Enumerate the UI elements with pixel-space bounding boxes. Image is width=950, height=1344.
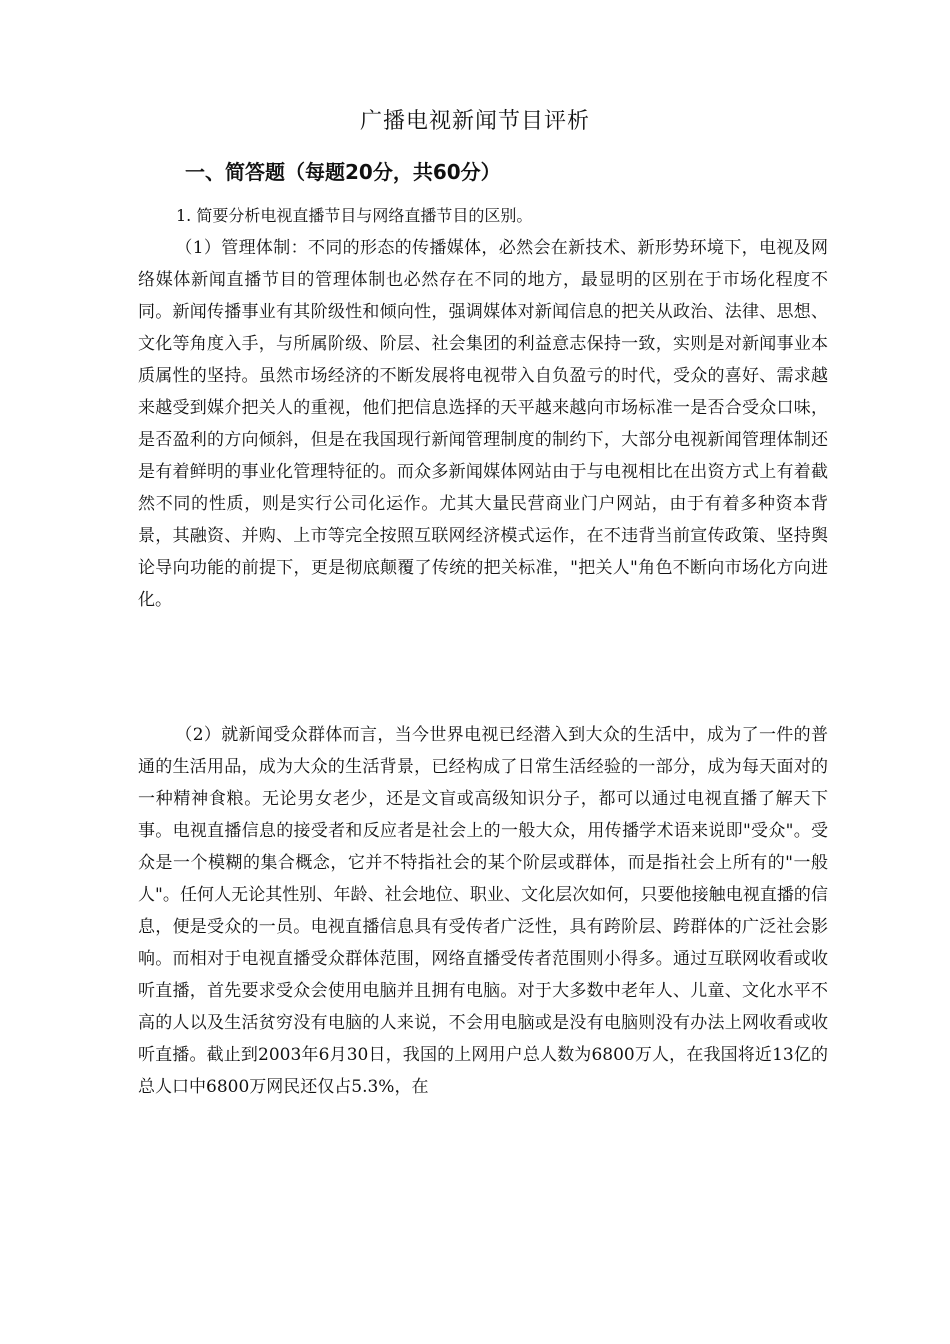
section-heading: 一、简答题（每题20分，共60分） — [185, 160, 501, 184]
paragraph-audience-group: （2）就新闻受众群体而言，当今世界电视已经潜入到大众的生活中，成为了一件的普通的生活用品，成为大众的生活背景，已经构成了日常生活经验的一部分，成为每天面对的一种精神食粮。无论男女老少，还是文盲或高级知识分子，都可以通过电视直播了解天下事。电视直播信息的接受者和反应者是社会上的一般大众，用传播学术语来说即"受众"。受众是一个模糊的集合概念，它并不特指社会的某个阶层或群体，而是指社会上所有的"一般人"。任何人无论其性别、年龄、社会地位、职业、文化层次如何，只要他接触电视直播的信息，便是受众的一员。电视直播信息具有受传者广泛性，具有跨阶层、跨群体的广泛社会影响。而相对于电视直播受众群体范围，网络直播受传者范围则小得多。通过互联网收看或收听直播，首先要求受众会使用电脑并且拥有电脑。对于大多数中老年人、儿童、文化水平不高的人以及生活贫穷没有电脑的人来说，不会用电脑或是没有电脑则没有办法上网收看或收听直播。截止到2003年6月30日，我国的上网用户总人数为6800万人，在我国将近13亿的总人口中6800万网民还仅占5.3%，在 — [138, 725, 828, 1097]
document-title: 广播电视新闻节目评析 — [359, 109, 590, 134]
paragraph-management-system: （1）管理体制：不同的形态的传播媒体，必然会在新技术、新形势环境下，电视及网络媒体新闻直播节目的管理体制也必然存在不同的地方，最显明的区别在于市场化程度不同。新闻传播事业有其阶级性和倾向性，强调媒体对新闻信息的把关从政治、法律、思想、文化等角度入手，与所属阶级、阶层、社会集团的利益意志保持一致，实则是对新闻事业本质属性的坚持。虽然市场经济的不断发展将电视带入自负盈亏的时代，受众的喜好、需求越来越受到媒介把关人的重视，他们把信息选择的天平越来越向市场标准一是否合受众口味，是否盈利的方向倾斜，但是在我国现行新闻管理制度的制约下，大部分电视新闻管理体制还是有着鲜明的事业化管理特征的。而众多新闻媒体网站由于与电视相比在出资方式上有着截然不同的性质，则是实行公司化运作。尤其大量民营商业门户网站，由于有着多种资本背景，其融资、并购、上市等完全按照互联网经济模式运作，在不违背当前宣传政策、坚持舆论导向功能的前提下，更是彻底颠覆了传统的把关标准，"把关人"角色不断向市场化方向进化。 — [138, 238, 828, 610]
question-1: 1. 简要分析电视直播节目与网络直播节目的区别。 — [176, 206, 533, 225]
